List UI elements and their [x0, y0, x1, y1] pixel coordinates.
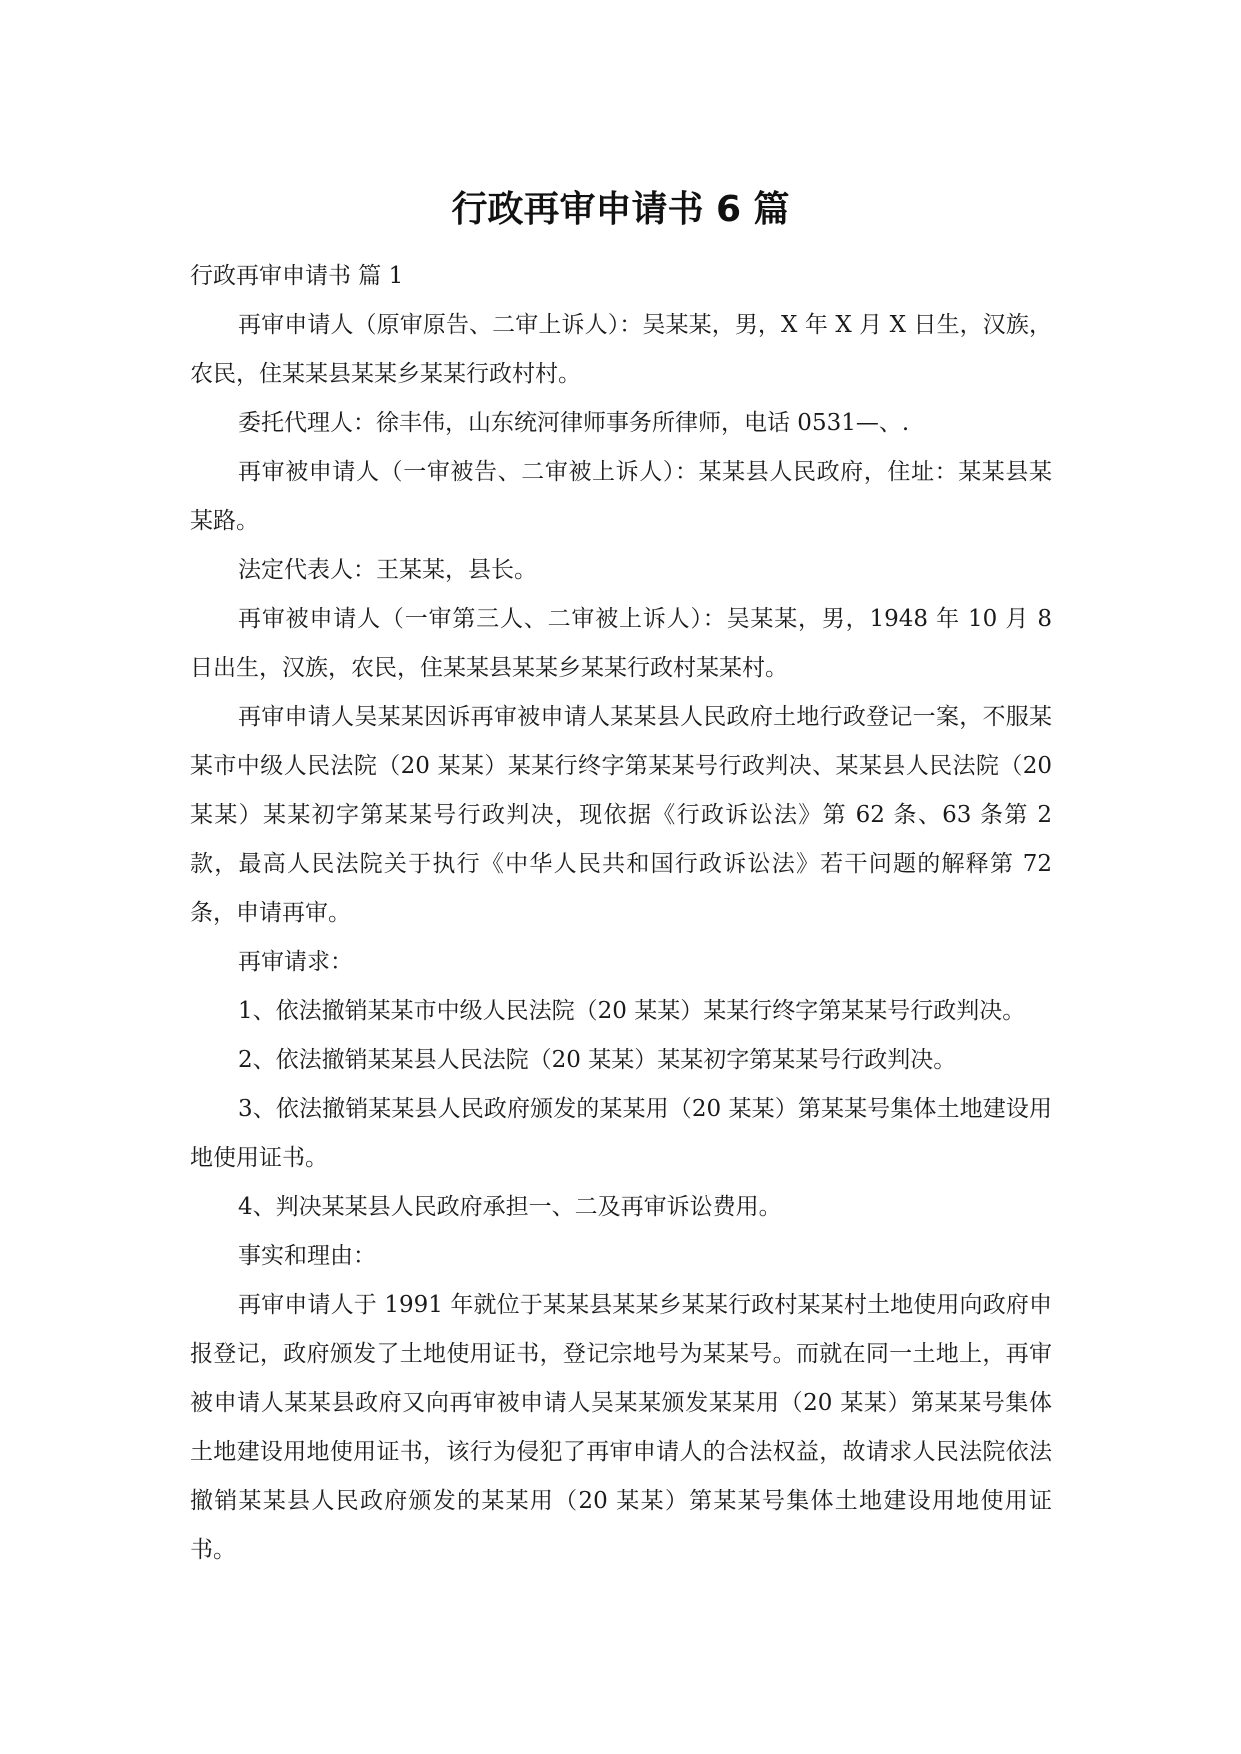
paragraph-request-1: 1、依法撤销某某市中级人民法院（20 某某）某某行终字第某某号行政判决。 [238, 998, 1026, 1024]
paragraph-facts-body: 再审申请人于 1991 年就位于某某县某某乡某某行政村某某村土地使用向政府申报登记，政府颁发了土地使用证书，登记宗地号为某某号。而就在同一土地上，再审被申请人某某县政府又向再审被申请人吴某某颁发某某用（20 某某）第某某号集体土地建设用地使用证书，该行为侵犯了再审申请人的合法权益，故请求人民法院依法撤销某某县人民政府颁发的某某用（20 某某）第某某号集体土地建设用地使用证书。 [190, 1292, 1052, 1563]
paragraph-agent: 委托代理人：徐丰伟，山东统河律师事务所律师，电话 0531—、. [238, 410, 910, 436]
paragraph-request-3: 3、依法撤销某某县人民政府颁发的某某用（20 某某）第某某号集体土地建设用地使用证书。 [190, 1096, 1052, 1171]
paragraph-legal-representative: 法定代表人：王某某，县长。 [238, 557, 537, 583]
document-title: 行政再审申请书 6 篇 [451, 189, 790, 230]
paragraph-respondent-third-party: 再审被申请人（一审第三人、二审被上诉人）：吴某某，男，1948 年 10 月 8 日出生，汉族，农民，住某某县某某乡某某行政村某某村。 [190, 606, 1052, 681]
section-heading: 行政再审申请书 篇 1 [190, 263, 404, 289]
paragraph-respondent-government: 再审被申请人（一审被告、二审被上诉人）：某某县人民政府，住址：某某县某某路。 [190, 459, 1052, 534]
document-body [190, 252, 1052, 1575]
paragraph-requests-heading: 再审请求： [238, 949, 353, 975]
paragraph-applicant: 再审申请人（原审原告、二审上诉人）：吴某某，男，X 年 X 月 X 日生，汉族，农民，住某某县某某乡某某行政村村。 [190, 312, 1052, 387]
paragraph-request-2: 2、依法撤销某某县人民法院（20 某某）某某初字第某某号行政判决。 [238, 1047, 957, 1073]
paragraph-case-background: 再审申请人吴某某因诉再审被申请人某某县人民政府土地行政登记一案，不服某某市中级人民法院（20 某某）某某行终字第某某号行政判决、某某县人民法院（20 某某）某某初字第某某号行政判决，现依据《行政诉讼法》第 62 条、63 条第 2 款，最高人民法院关于执行《中华人民共和国行政诉讼法》若干问题的解释第 72 条，申请再审。 [190, 704, 1052, 926]
paragraph-facts-heading: 事实和理由： [238, 1243, 376, 1269]
paragraph-request-4: 4、判决某某县人民政府承担一、二及再审诉讼费用。 [238, 1194, 782, 1220]
